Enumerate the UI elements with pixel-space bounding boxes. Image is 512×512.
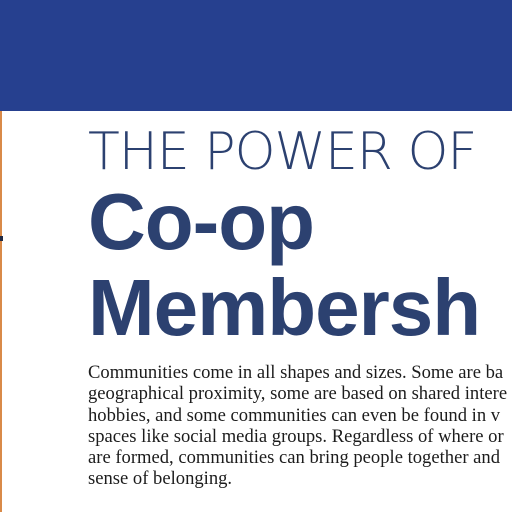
header-color-band (0, 0, 512, 111)
left-edge-mark (0, 236, 3, 241)
article-headline-line-2: Membersh (88, 263, 481, 352)
left-page-edge-rule (0, 111, 2, 512)
article-kicker: THE POWER OF (88, 122, 477, 182)
body-line: are formed, communities can bring people together and (88, 447, 501, 469)
body-line: geographical proximity, some are based on shared intere (88, 383, 508, 405)
body-line: spaces like social media groups. Regardless of where or (88, 425, 504, 447)
body-line: hobbies, and some communities can even be found in v (88, 404, 501, 426)
body-line: Communities come in all shapes and sizes. Some are ba (88, 362, 504, 383)
body-line: sense of belonging. (88, 468, 233, 490)
article-body (88, 362, 512, 490)
article-headline-line-1: Co-op (88, 177, 315, 266)
